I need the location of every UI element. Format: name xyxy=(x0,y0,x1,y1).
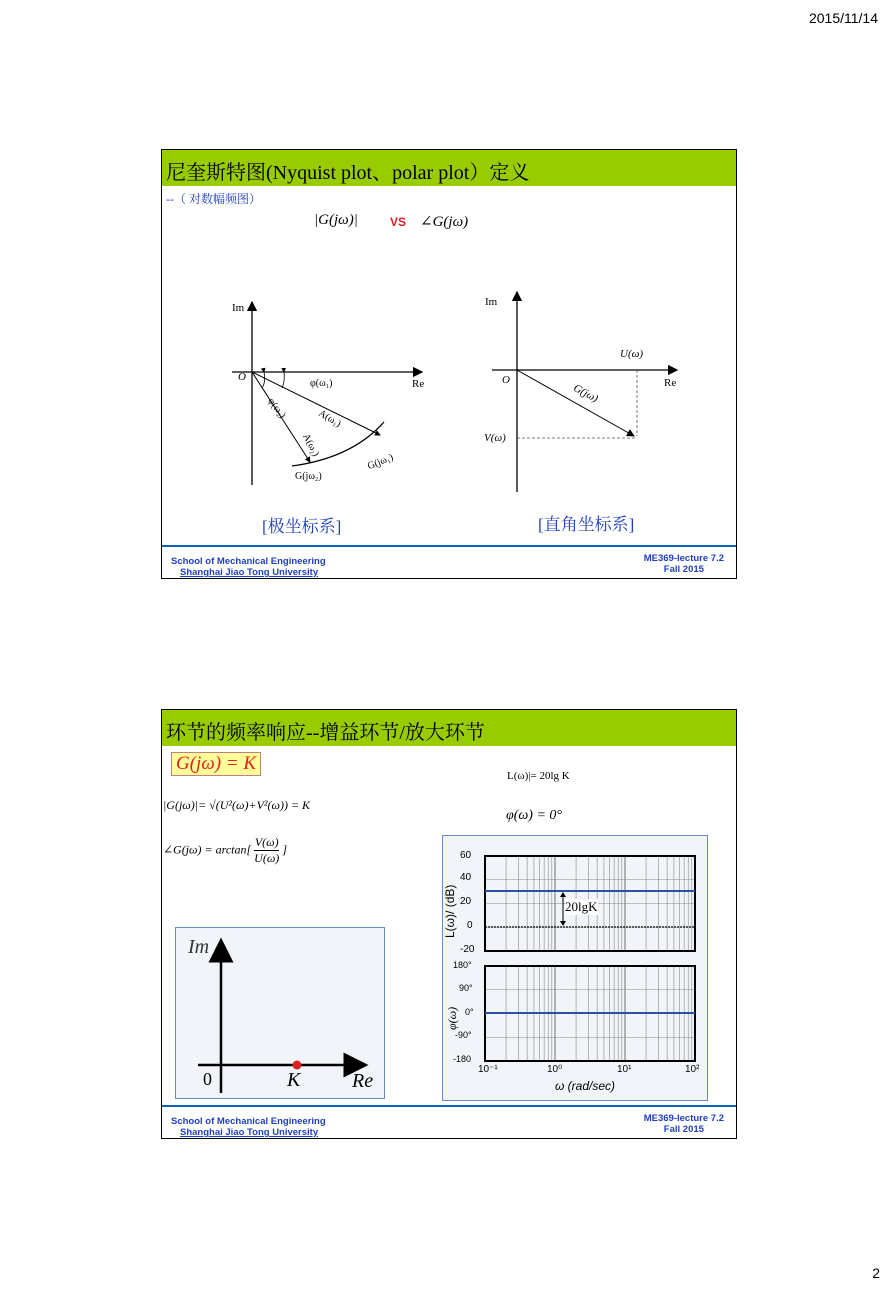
vs-label: VS xyxy=(390,215,407,229)
re-axis-label: Re xyxy=(352,1070,374,1092)
x-tick-0: 10⁻¹ xyxy=(478,1064,498,1075)
rect-origin-label: O xyxy=(502,374,510,386)
origin-label: 0 xyxy=(203,1069,212,1089)
complex-plane-plot xyxy=(175,927,385,1099)
g-vector-label: G(jω) xyxy=(571,382,601,405)
magnitude-equation: |G(jω)|= √(U²(ω)+V²(ω)) = K xyxy=(163,798,311,812)
x-tick-1: 10⁰ xyxy=(547,1064,563,1075)
slide-title: 尼奎斯特图(Nyquist plot、polar plot）定义 xyxy=(166,162,530,184)
slide-subtitle: --（ 对数幅频图） xyxy=(166,192,261,206)
mag-tick-60: 60 xyxy=(460,850,472,861)
phase-expression: ∠G(jω) xyxy=(420,214,469,230)
bode-plot xyxy=(442,835,708,1101)
a2-label: A(ω₂) xyxy=(300,432,322,459)
phi2-label: φ(ω₂) xyxy=(265,396,288,421)
page-date: 2015/11/14 xyxy=(808,10,878,26)
slide-gain-element xyxy=(161,709,737,1139)
arctan-equation: ∠G(jω) = arctan[ $\frac{V(\omega)}{U(\omega)}$ ] xyxy=(163,835,287,865)
polar-origin-label: O xyxy=(238,371,246,383)
polar-coordinate-diagram xyxy=(222,290,442,500)
g1-label: G(jω₁) xyxy=(366,451,395,473)
vector-g xyxy=(517,370,634,436)
x-tick-3: 10² xyxy=(685,1064,700,1075)
footer-rule xyxy=(162,1105,736,1107)
phase-tick-neg90: -90° xyxy=(455,1030,472,1040)
transfer-function-box: G(jω) = K xyxy=(171,752,261,776)
phase-tick-neg180: -180 xyxy=(453,1054,472,1064)
footer-rule xyxy=(162,545,736,547)
slide-nyquist-definition xyxy=(161,149,737,579)
phase-axis-label: φ(ω) xyxy=(445,1006,459,1030)
k-label: K xyxy=(287,1069,301,1091)
polar-re-label: Re xyxy=(412,378,425,390)
rect-re-label: Re xyxy=(664,377,677,389)
angle-arc-1 xyxy=(282,372,284,388)
mag-tick-0: 0 xyxy=(467,920,473,931)
phase-equation: φ(ω) = 0° xyxy=(506,808,562,823)
im-axis-label: Im xyxy=(188,936,210,958)
lw-equation: L(ω)|= 20lg K xyxy=(507,770,570,782)
x-tick-2: 10¹ xyxy=(617,1064,632,1075)
polar-im-label: Im xyxy=(232,302,245,314)
polar-caption: [极坐标系] xyxy=(262,517,342,536)
a1-label: A(ω₁) xyxy=(316,408,343,430)
angle-arc-2 xyxy=(262,372,265,388)
mag-tick-20: 20 xyxy=(460,896,472,907)
annotation-label: 20lgK xyxy=(565,899,598,914)
page-number: 2 xyxy=(872,1265,880,1281)
rect-caption: [直角坐标系] xyxy=(538,515,635,534)
phase-tick-0: 0° xyxy=(465,1007,474,1017)
footer-lecture: ME369-lecture 7.2 Fall 2015 xyxy=(643,1113,724,1135)
slide-title-bar xyxy=(162,150,736,186)
magnitude-expression: |G(jω)| xyxy=(314,212,358,228)
magnitude-axis-label: L(ω)/ (dB) xyxy=(443,884,457,938)
footer-school: School of Mechanical Engineering Shanghai Jiao Tong University xyxy=(171,556,326,578)
bode-plot-svg xyxy=(443,836,707,1100)
mag-tick-neg20: -20 xyxy=(460,944,475,955)
phi1-label: φ(ω₁) xyxy=(310,378,333,389)
x-axis-label: ω (rad/sec) xyxy=(555,1079,616,1093)
u-label: U(ω) xyxy=(620,348,644,360)
v-label: V(ω) xyxy=(484,432,506,444)
g2-label: G(jω₂) xyxy=(295,471,322,482)
footer-school: School of Mechanical Engineering Shanghai Jiao Tong University xyxy=(171,1116,326,1138)
phase-tick-180: 180° xyxy=(453,960,472,970)
rect-im-label: Im xyxy=(485,296,498,308)
footer-lecture: ME369-lecture 7.2 Fall 2015 xyxy=(643,553,724,575)
slide-title: 环节的频率响应--增益环节/放大环节 xyxy=(166,722,485,744)
slide-title-bar xyxy=(162,710,736,746)
phase-tick-90: 90° xyxy=(459,983,473,993)
mag-tick-40: 40 xyxy=(460,872,472,883)
